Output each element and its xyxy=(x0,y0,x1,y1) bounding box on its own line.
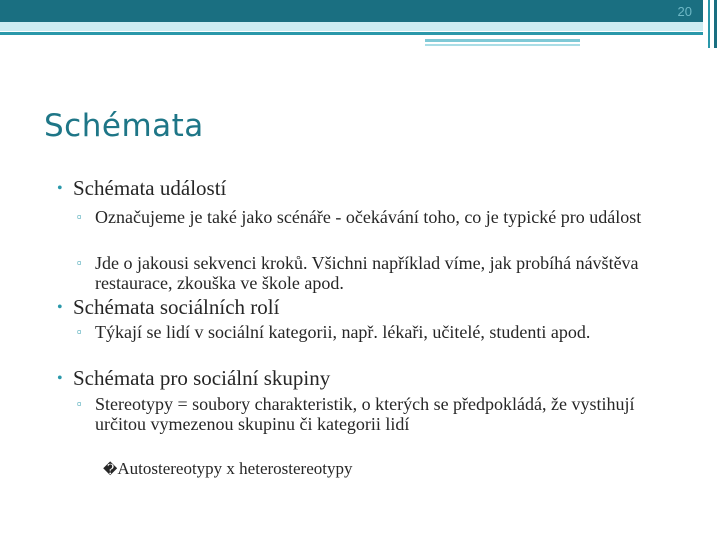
vertical-accent-line xyxy=(708,0,710,48)
sub-bullet-text: Týkají se lidí v sociální kategorii, např. lékaři, učitelé, studenti apod. xyxy=(95,322,591,342)
accent-line-short xyxy=(425,39,580,42)
slide-number: 20 xyxy=(677,4,692,19)
header-bar xyxy=(0,0,703,22)
accent-line xyxy=(0,32,703,35)
slide-title: Schémata xyxy=(44,108,204,144)
vertical-accent-line-2 xyxy=(714,0,717,48)
sub-bullet-text: Označujeme je také jako scénáře - očekávání toho, co je typické pro událost xyxy=(95,207,642,227)
accent-line-short-2 xyxy=(425,44,580,46)
sub-sub-bullet-text: Autostereotypy x heterostereotypy xyxy=(117,459,353,478)
square-bullet-icon: ▫ xyxy=(77,396,82,411)
bullet-icon: • xyxy=(57,299,63,316)
bullet-icon: • xyxy=(57,370,63,387)
square-bullet-icon: ▫ xyxy=(77,209,82,224)
bullet-text: Schémata sociálních rolí xyxy=(73,295,280,319)
bullet-text: Schémata událostí xyxy=(73,176,227,200)
bullet-icon: • xyxy=(57,180,63,197)
square-bullet-icon: ▫ xyxy=(77,255,82,270)
bullet-text: Schémata pro sociální skupiny xyxy=(73,366,331,390)
sub-bullet-text: Stereotypy = soubory charakteristik, o kterých se předpokládá, že vystihují určitou vymezenou skupinu či kategorii lidí xyxy=(95,394,635,434)
header-strip xyxy=(0,22,703,31)
square-bullet-icon: ▫ xyxy=(77,324,82,339)
sub-sub-bullet-item xyxy=(103,459,352,481)
missing-glyph-icon: � xyxy=(103,463,118,478)
sub-bullet-text: Jde o jakousi sekvenci kroků. Všichni například víme, jak probíhá návštěva restaurace, zkouška ve škole apod. xyxy=(95,253,639,293)
